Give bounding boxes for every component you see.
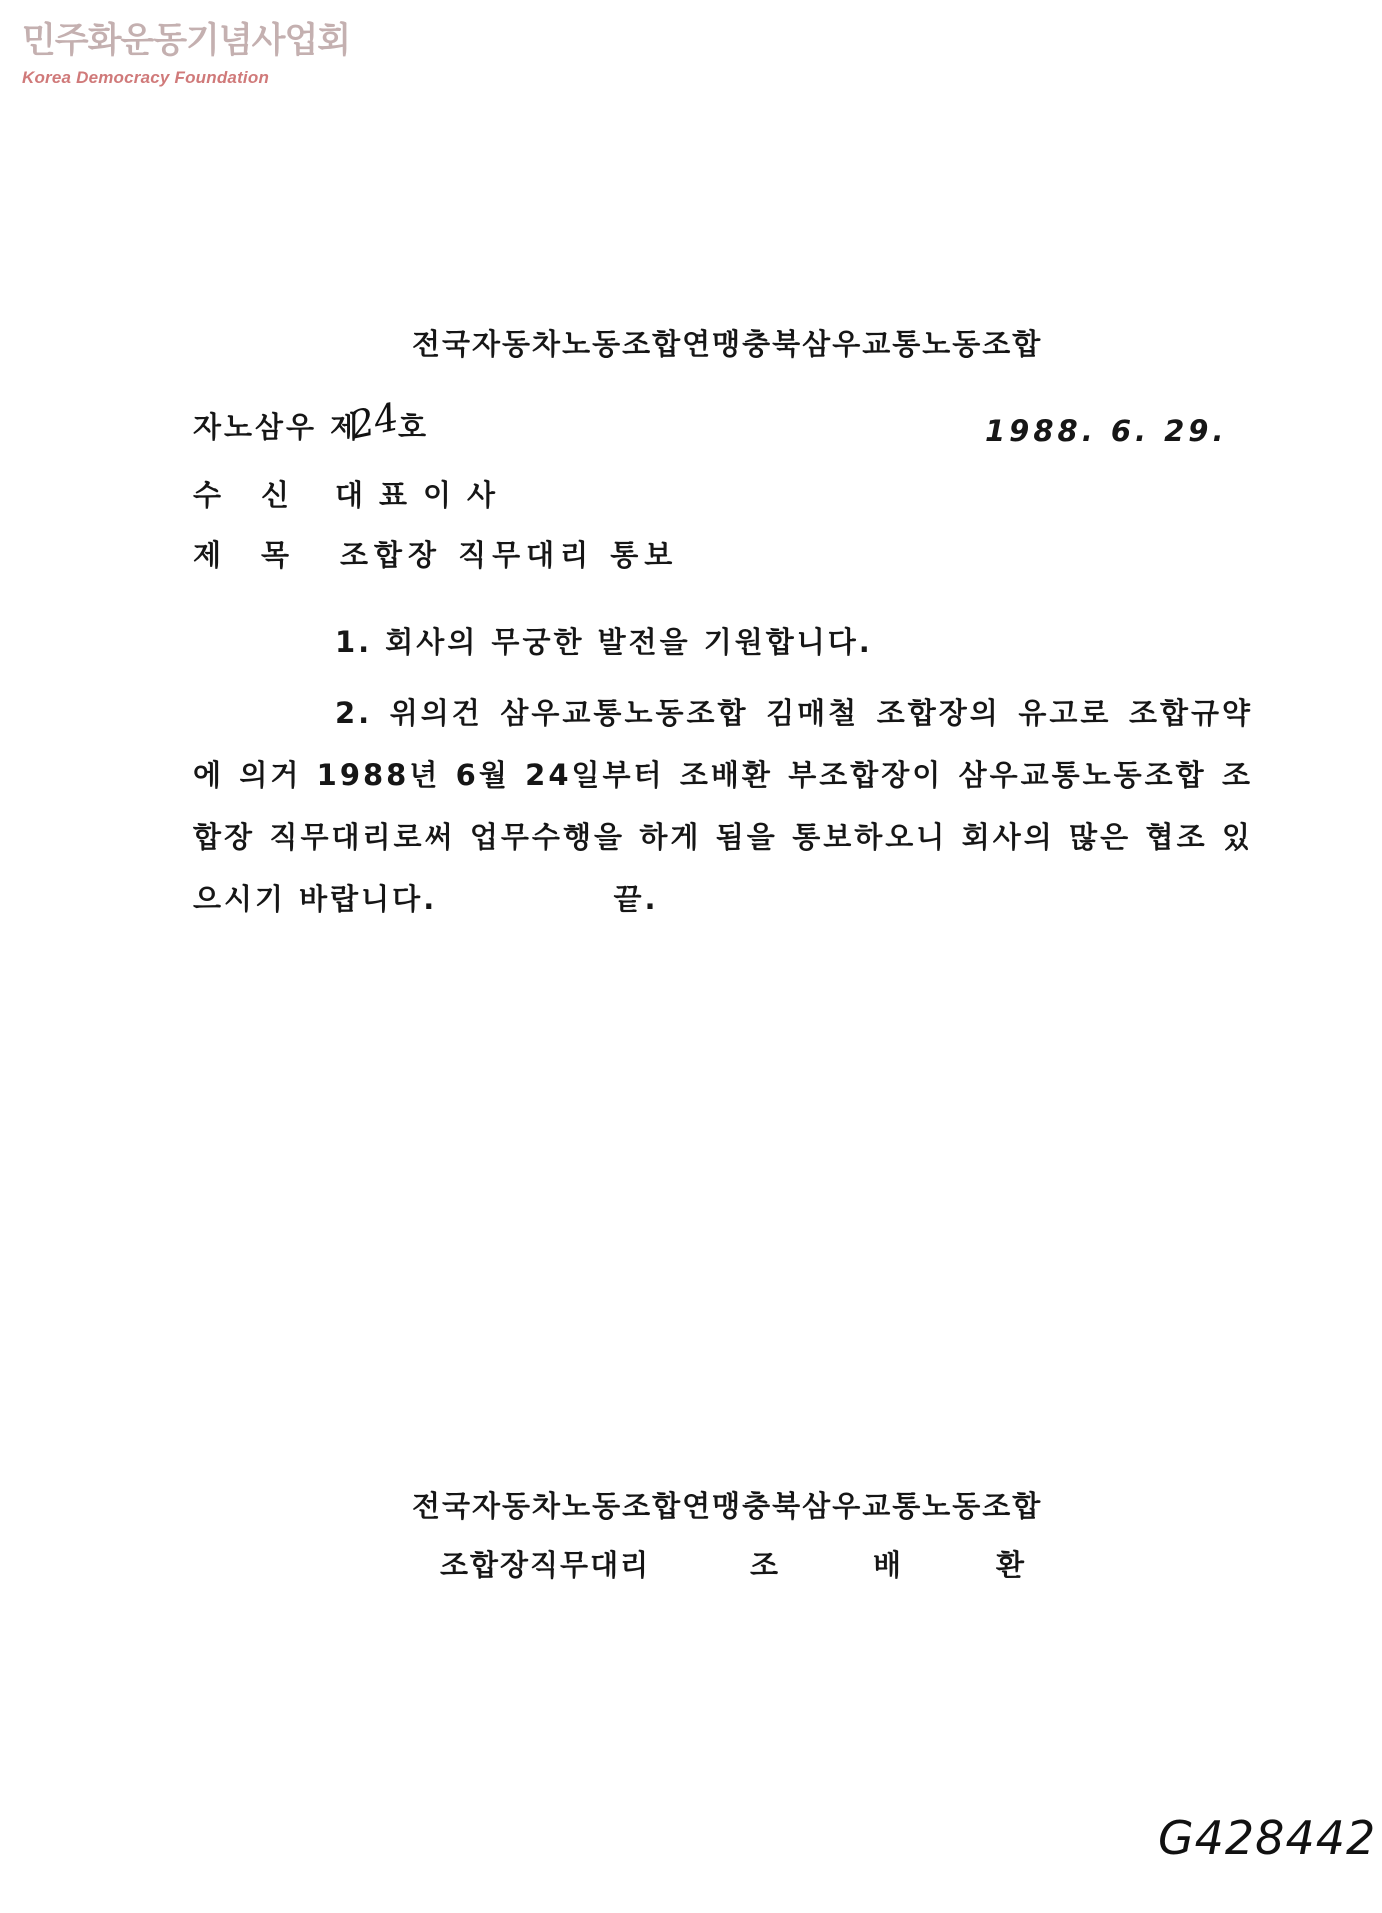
handwritten-document-number: 24 [345,394,403,448]
watermark-korean: 민주화운동기념사업회 [22,21,351,61]
closing-mark: 끝. [613,882,659,916]
recipient-value: 대표이사 [335,478,512,512]
signature-role: 조합장직무대리 [440,1548,651,1582]
recipient-label: 수신 [193,478,330,512]
subject-label: 제목 [193,538,330,572]
signature-organization: 전국자동차노동조합연맹충북삼우교통노동조합 [412,1489,1043,1523]
signature-name: 조배환 [750,1548,1120,1582]
body-paragraph-2 [193,682,1253,930]
document-number-prefix: 자노삼우 제 [193,410,362,444]
handwritten-archive-number: G428442 [1158,1811,1377,1865]
body-paragraph-1: 1. 회사의 무궁한 발전을 기원합니다. [335,625,873,659]
document-number-suffix: 호 [398,410,432,444]
document-date: 1988. 6. 29. [985,414,1228,448]
foundation-watermark [22,21,351,88]
body-paragraph-2-text: 2. 위의건 삼우교통노동조합 김매철 조합장의 유고로 조합규약에 의거 1988년 6월 24일부터 조배환 부조합장이 삼우교통노동조합 조합장 직무대리로써 업무수행을 하게 됨을 통보하오니 회사의 많은 협조 있으시기 바랍니다. [193,696,1253,916]
watermark-english: Korea Democracy Foundation [22,68,270,87]
subject-value: 조합장 직무대리 통보 [340,538,679,572]
header-organization: 전국자동차노동조합연맹충북삼우교통노동조합 [412,327,1043,361]
